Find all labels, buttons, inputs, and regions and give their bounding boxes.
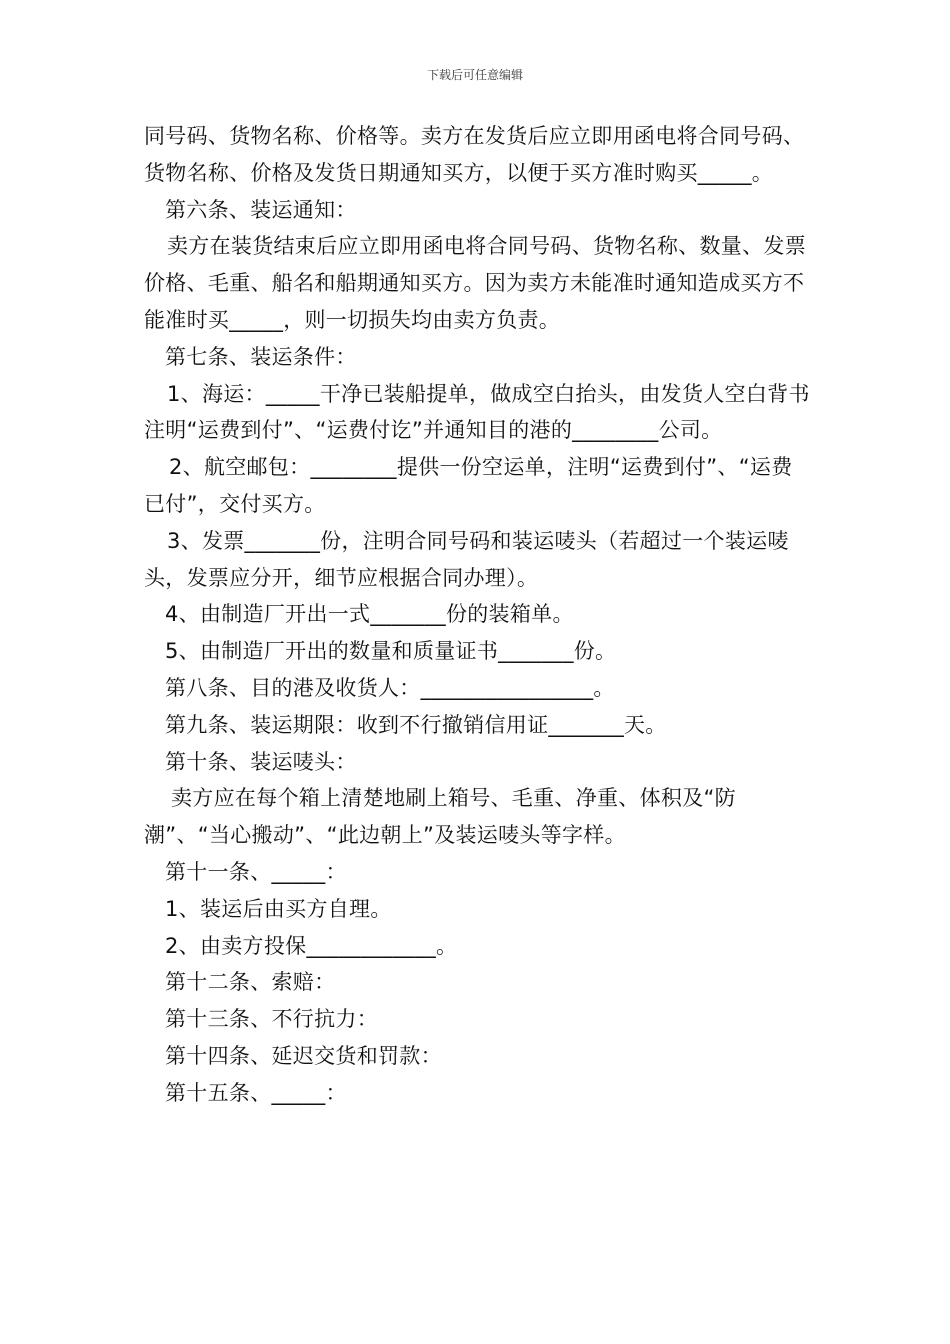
contract-paragraph: 卖方在装货结束后应立即用函电将合同号码、货物名称、数量、发票价格、毛重、船名和船期通知买方。因为卖方未能准时通知造成买方不能准时买_____，则一切损失均由卖方负责。 [144, 234, 806, 332]
article-14-heading: 第十四条、延迟交货和罚款： [165, 1043, 442, 1068]
contract-body [144, 118, 810, 1112]
contract-clause: 2、由卖方投保____________。 [165, 933, 458, 958]
article-13-heading: 第十三条、不行抗力： [165, 1007, 378, 1032]
article-6-heading: 第六条、装运通知： [165, 197, 357, 222]
contract-paragraph: 卖方应在每个箱上清楚地刷上箱号、毛重、净重、体积及“防潮”、“当心搬动”、“此边朝上”及装运唛头等字样。 [144, 786, 736, 848]
contract-clause: 2、航空邮包：________提供一份空运单，注明“运费到付”、“运费已付”，交付买方。 [144, 455, 793, 516]
article-10-heading: 第十条、装运唛头： [165, 749, 357, 774]
contract-clause: 5、由制造厂开出的数量和质量证书_______份。 [165, 639, 617, 664]
article-8-heading: 第八条、目的港及收货人：________________。 [165, 675, 615, 700]
article-11-heading: 第十一条、_____： [165, 859, 347, 884]
page-header: 下载后可任意编辑 [426, 68, 523, 82]
article-7-heading: 第七条、装运条件： [165, 344, 357, 369]
contract-paragraph: 同号码、货物名称、价格等。卖方在发货后应立即用函电将合同号码、货物名称、价格及发货日期通知买方，以便于买方准时购买_____。 [144, 124, 805, 185]
article-15-heading: 第十五条、_____： [165, 1080, 347, 1105]
contract-clause: 1、装运后由买方自理。 [165, 896, 392, 921]
contract-clause: 4、由制造厂开出一式_______份的装箱单。 [165, 602, 574, 627]
contract-clause: 1、海运：_____干净已装船提单，做成空白抬头，由发货人空白背书注明“运费到付”、“运费付讫”并通知目的港的________公司。 [144, 381, 810, 443]
article-12-heading: 第十二条、索赔： [165, 970, 336, 995]
contract-clause: 3、发票_______份，注明合同号码和装运唛头（若超过一个装运唛头，发票应分开，细节应根据合同办理）。 [144, 528, 789, 590]
article-9-heading: 第九条、装运期限：收到不行撤销信用证_______天。 [165, 712, 667, 737]
